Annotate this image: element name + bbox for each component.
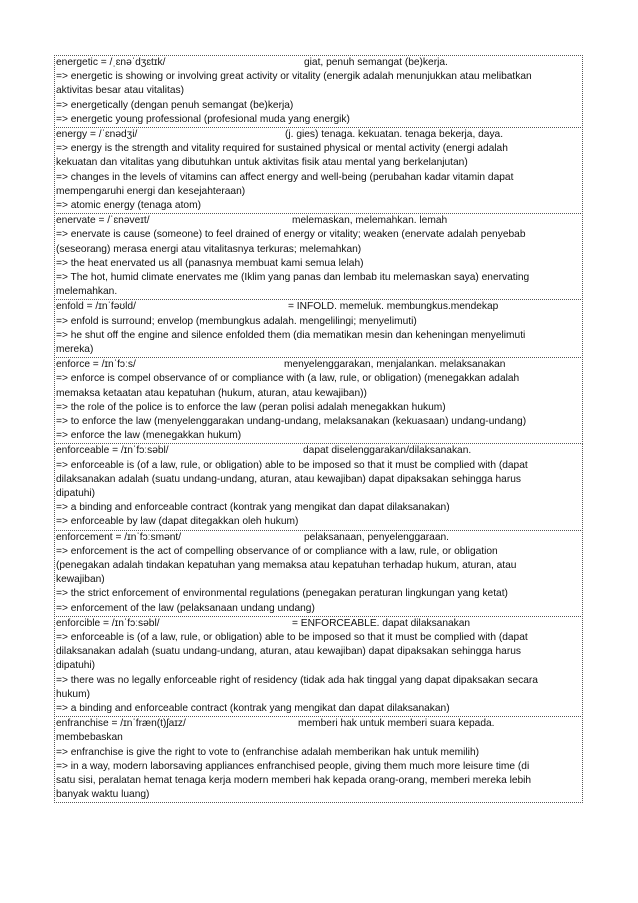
- entry-line: (penegakan adalah tindakan kepatuhan yang memaksa atau kepatuhan terhadap hukum, aturan, atau: [56, 560, 517, 571]
- translation: (j. gies) tenaga. kekuatan. tenaga bekerja, daya.: [285, 129, 504, 140]
- headword: energy = /ˈɛnədʒi/: [56, 129, 138, 140]
- entry-line: => to enforce the law (menyelenggarakan undang-undang, melaksanakan (kekuasaan) undang-undang): [56, 416, 527, 427]
- entry-line: dipatuhi): [56, 660, 96, 672]
- headword: enfold = /ɪnˈfəʊld/: [56, 301, 136, 313]
- entry-line: => enforce the law (menegakkan hukum): [56, 430, 242, 442]
- dictionary-entry: [54, 55, 583, 128]
- headword: enforceable = /ɪnˈfɔːsəbl/: [56, 445, 169, 457]
- entry-line: dilaksanakan adalah (suatu undang-undang, aturan, atau kewajiban) dapat dipaksakan sehingga harus: [56, 646, 522, 658]
- entry-headline: [55, 617, 582, 631]
- headword: energetic = /ˌɛnəˈdʒɛtɪk/: [56, 57, 166, 68]
- entry-line: hukum): [56, 688, 90, 700]
- headword: enfranchise = /ɪnˈfræn(t)ʃaɪz/: [56, 718, 186, 730]
- entry-line: dilaksanakan adalah (suatu undang-undang, aturan, atau kewajiban) dapat dipaksakan sehingga harus: [56, 473, 522, 485]
- dictionary-entry: [54, 530, 583, 617]
- translation: melemaskan, melemahkan. lemah: [292, 215, 448, 227]
- entry-line: => a binding and enforceable contract (kontrak yang mengikat dan dapat dilaksanakan): [56, 502, 450, 514]
- entry-line: => there was no legally enforceable right of residency (tidak ada hak tinggal yang dapat dipaksakan secara: [56, 674, 538, 686]
- headword: enforce = /ɪnˈfɔːs/: [56, 359, 136, 371]
- dictionary-entry: [54, 357, 583, 444]
- entry-line: => the role of the police is to enforce the law (peran polisi adalah menegakkan hukum): [56, 401, 446, 413]
- entry-line: => he shut off the engine and silence enfolded them (dia mematikan mesin dan keheningan menyelimuti: [56, 329, 526, 341]
- entry-line: membebaskan: [56, 732, 123, 744]
- entry-headline: [55, 56, 582, 70]
- dictionary-entry: [54, 213, 583, 300]
- entry-line: mempengaruhi energi dan kesejahteraan): [56, 185, 246, 197]
- entry-line: => energetic is showing or involving great activity or vitality (energik adalah menunjukkan atau melibatkan: [56, 71, 532, 83]
- entry-line: kekuatan dan vitalitas yang dibutuhkan untuk aktivitas fisik atau mental yang berkelanjutan): [56, 157, 468, 169]
- entry-line: => enforceable by law (dapat ditegakkan oleh hukum): [56, 516, 299, 528]
- entry-line: => the heat enervated us all (panasnya membuat kami semua lelah): [56, 257, 364, 269]
- headword: enforcible = /ɪnˈfɔːsəbl/: [56, 617, 160, 629]
- entry-line: banyak waktu luang): [56, 789, 150, 801]
- entry-line: => enforce is compel observance of or compliance with (a law, rule, or obligation) (menegakkan adalah: [56, 373, 520, 385]
- translation: = INFOLD. memeluk. membungkus.mendekap: [288, 301, 499, 313]
- entry-line: => energetic young professional (profesional muda yang energik): [56, 113, 350, 125]
- entry-line: melemahkan.: [56, 286, 118, 298]
- dictionary-entry: [54, 616, 583, 717]
- entry-headline: [55, 717, 582, 731]
- translation: menyelenggarakan, menjalankan. melaksanakan: [284, 359, 506, 371]
- entry-line: memaksa ketaatan atau kepatuhan (hukum, aturan, atau kewajiban)): [56, 387, 367, 399]
- entry-line: => enforceable is (of a law, rule, or obligation) able to be imposed so that it must be complied with (dapat: [56, 632, 528, 643]
- dictionary-entry: [54, 127, 583, 214]
- translation: pelaksanaan, penyelenggaraan.: [304, 531, 450, 543]
- entry-line: dipatuhi): [56, 488, 96, 499]
- headword: enforcement = /ɪnˈfɔːsmənt/: [56, 531, 182, 543]
- translation: giat, penuh semangat (be)kerja.: [304, 57, 448, 68]
- headword: enervate = /ˈɛnəveɪt/: [56, 215, 150, 227]
- entry-line: aktivitas besar atau vitalitas): [56, 85, 184, 97]
- entry-line: satu sisi, peralatan hemat tenaga kerja modern memberi hak kepada orang-orang, memberi mereka lebih: [56, 775, 532, 787]
- entry-line: => enervate is cause (someone) to feel drained of energy or vitality; weaken (enervate adalah penyebab: [56, 229, 526, 241]
- entry-line: => enfranchise is give the right to vote to (enfranchise adalah memberikan hak untuk memilih): [56, 746, 480, 758]
- dictionary-entry: [54, 716, 583, 803]
- entry-headline: [55, 300, 582, 314]
- entry-headline: [55, 444, 582, 458]
- dictionary-entry: [54, 443, 583, 530]
- translation: dapat diselenggarakan/dilaksanakan.: [303, 445, 472, 457]
- entry-line: => energetically (dengan penuh semangat (be)kerja): [56, 99, 294, 111]
- entry-line: => the strict enforcement of environmental regulations (penegakan peraturan lingkungan yang ketat): [56, 588, 508, 600]
- entry-headline: [55, 128, 582, 142]
- entry-line: => The hot, humid climate enervates me (Iklim yang panas dan lembab itu melemaskan saya) enervating: [56, 272, 530, 283]
- entry-line: => enforcement of the law (pelaksanaan undang undang): [56, 602, 315, 614]
- entry-line: => atomic energy (tenaga atom): [56, 200, 201, 211]
- dictionary-entry: [54, 299, 583, 358]
- entry-line: => a binding and enforceable contract (kontrak yang mengikat dan dapat dilaksanakan): [56, 703, 450, 715]
- translation: memberi hak untuk memberi suara kepada.: [298, 718, 495, 730]
- entry-line: => in a way, modern laborsaving appliances enfranchised people, giving them much more leisure time (di: [56, 760, 530, 772]
- entry-line: => enforcement is the act of compelling observance of or compliance with a law, rule, or obligation: [56, 545, 498, 557]
- entry-headline: [55, 358, 582, 372]
- dictionary-document: [54, 56, 583, 803]
- entry-headline: [55, 531, 582, 545]
- entry-line: => enforceable is (of a law, rule, or obligation) able to be imposed so that it must be complied with (dapat: [56, 459, 528, 471]
- translation: = ENFORCEABLE. dapat dilaksanakan: [292, 617, 471, 629]
- entry-headline: [55, 214, 582, 228]
- entry-line: mereka): [56, 344, 94, 355]
- entry-line: => enfold is surround; envelop (membungkus adalah. mengelilingi; menyelimuti): [56, 315, 417, 327]
- entry-line: kewajiban): [56, 574, 105, 586]
- entry-line: => energy is the strength and vitality required for sustained physical or mental activity (energi adalah: [56, 143, 508, 155]
- entry-line: => changes in the levels of vitamins can affect energy and well-being (perubahan kadar vitamin dapat: [56, 171, 514, 183]
- entry-line: (seseorang) merasa energi atau vitalitasnya terkuras; melemahkan): [56, 243, 362, 255]
